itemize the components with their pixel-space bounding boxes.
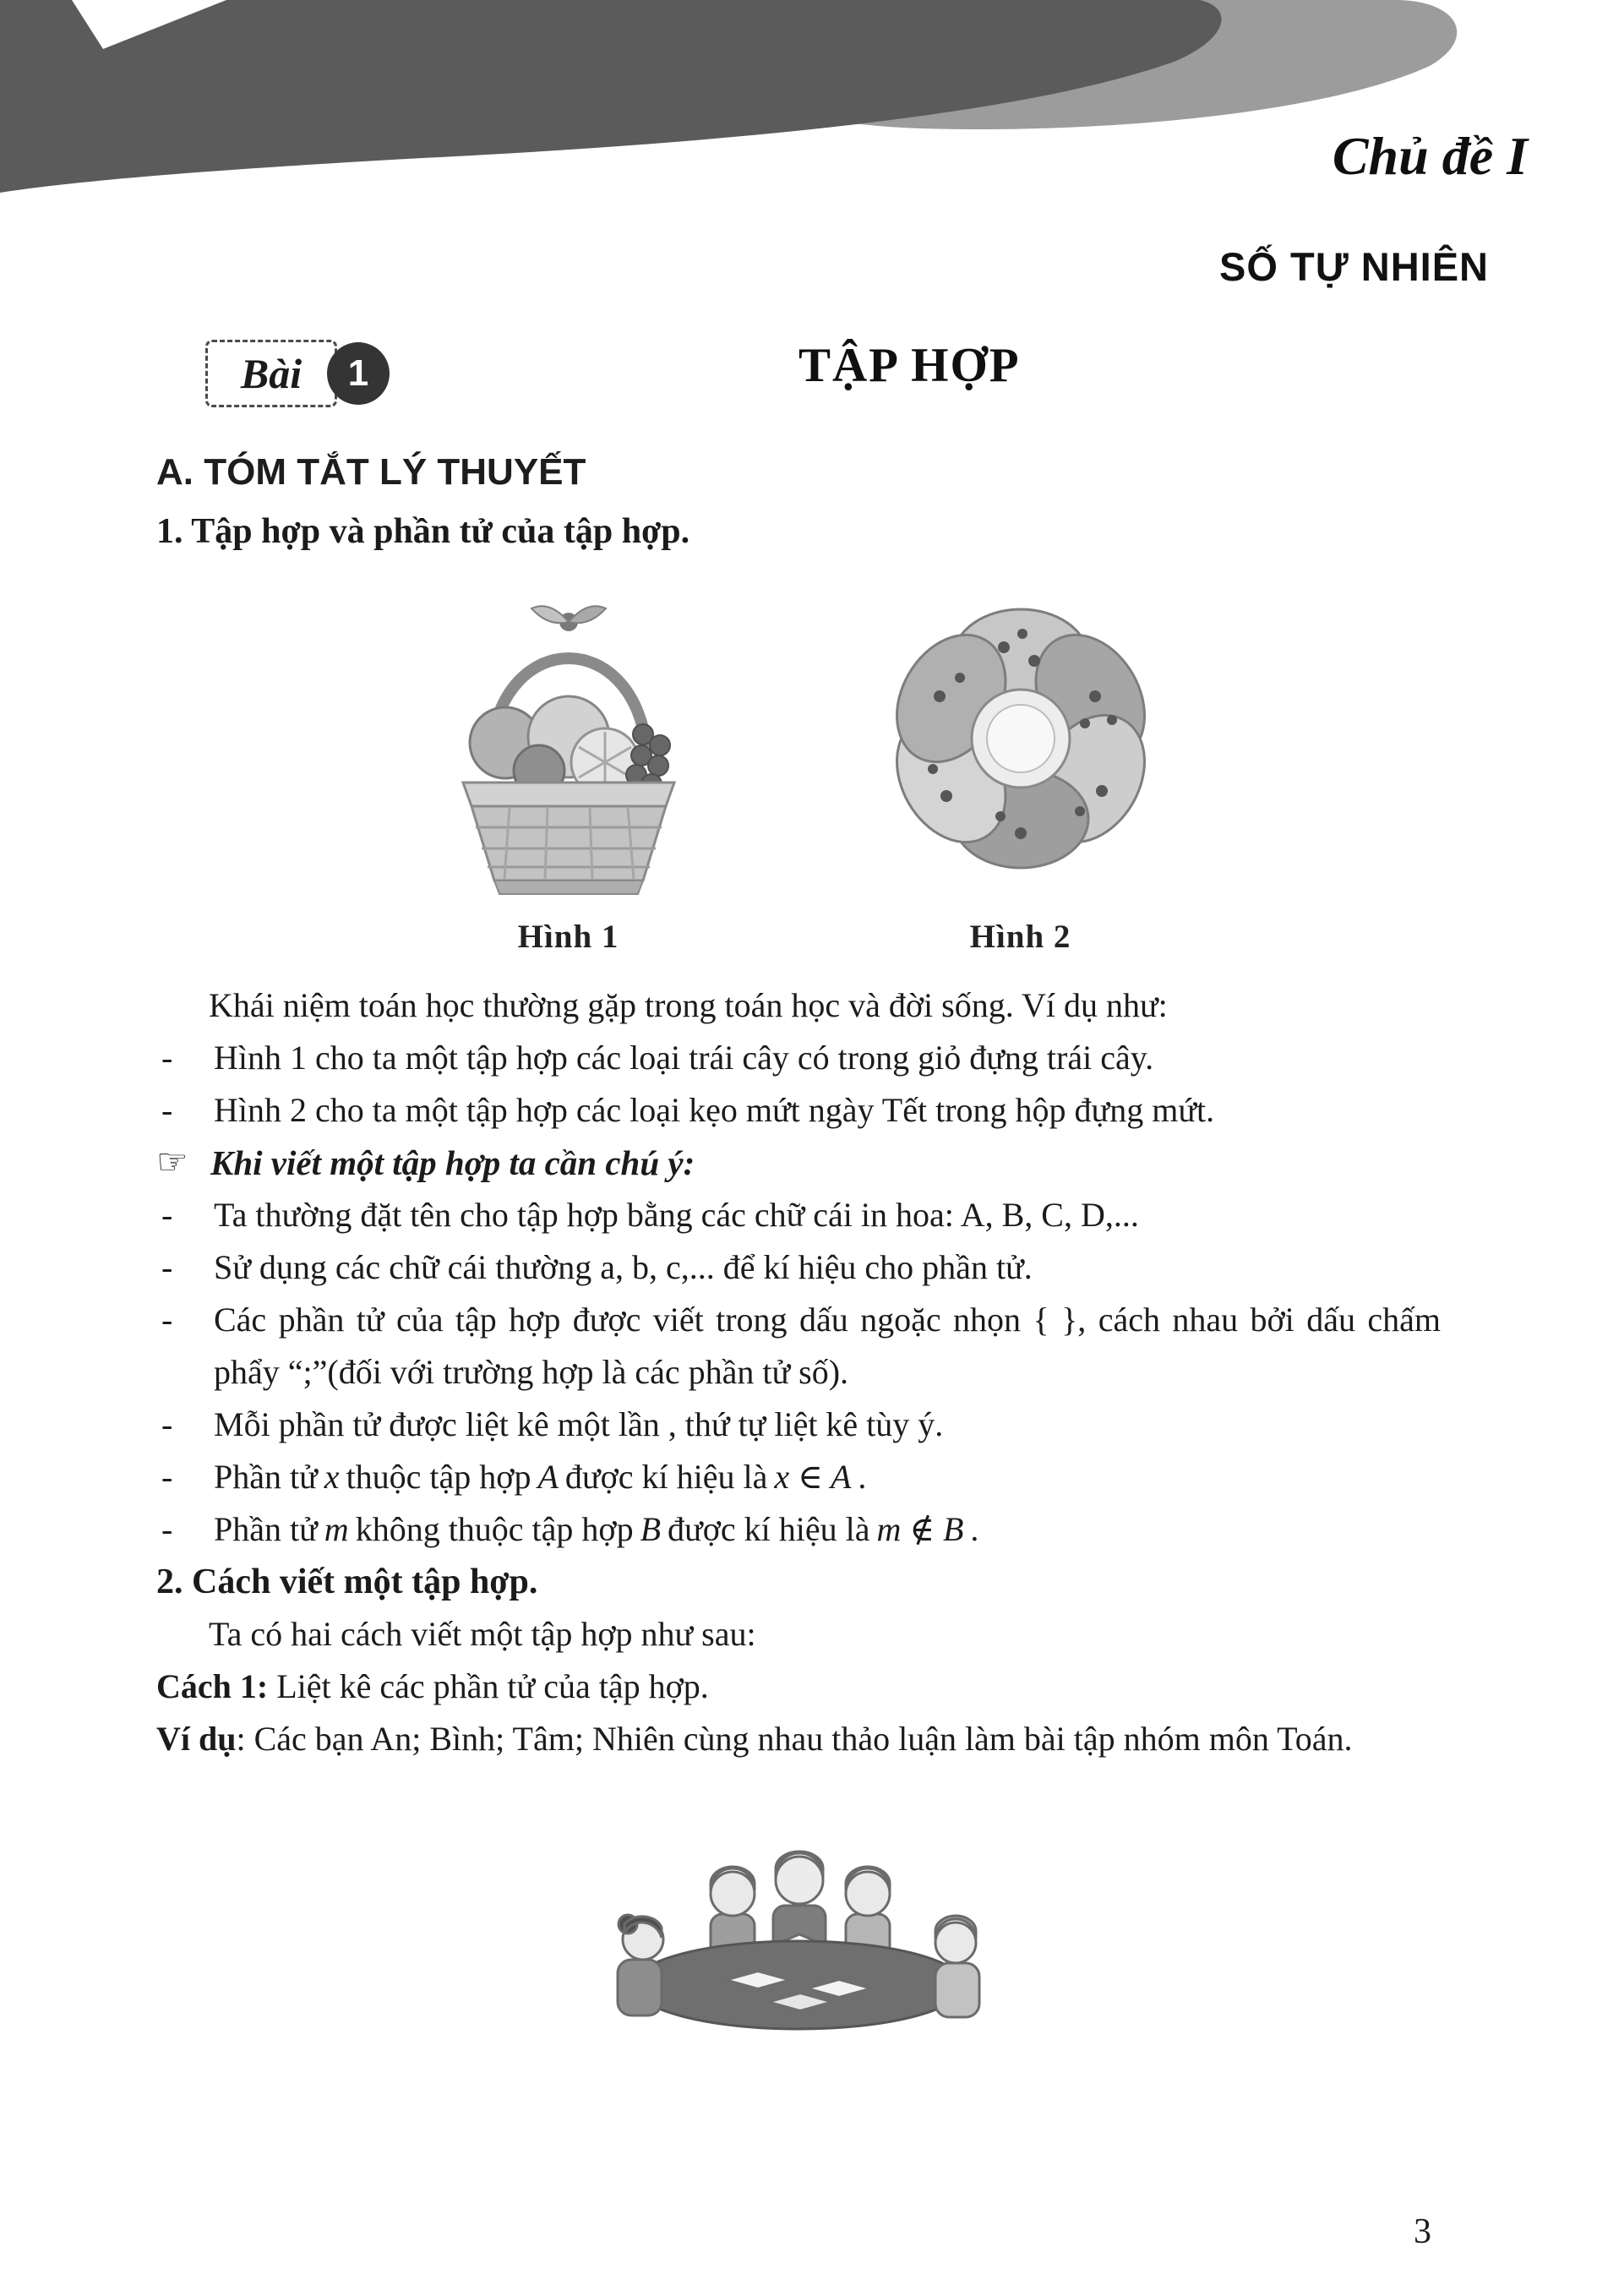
note-item-1: Ta thường đặt tên cho tập hợp bằng các chữ cái in hoa: A, B, C, D,... [214, 1196, 1139, 1234]
dash-marker: - [161, 1510, 173, 1548]
dash-marker: - [161, 1458, 173, 1496]
list-item [156, 1189, 1441, 1241]
fruit-basket-illustration [425, 570, 712, 908]
subsection-2-intro: Ta có hai cách viết một tập hợp như sau: [209, 1615, 756, 1653]
note-heading: Khi viết một tập hợp ta cần chú ý: [210, 1143, 695, 1182]
section-a-heading: A. TÓM TẮT LÝ THUYẾT [156, 451, 586, 493]
figure-1-caption: Hình 1 [517, 919, 619, 955]
method-1-line [156, 1661, 1441, 1713]
page-number: 3 [1414, 2212, 1431, 2251]
intro-paragraph: Khái niệm toán học thường gặp trong toán học và đời sống. Ví dụ như: [209, 986, 1168, 1024]
dash-marker: - [161, 1091, 173, 1129]
method-1-label: Cách 1: [156, 1667, 269, 1705]
figures-row [156, 570, 1441, 956]
lesson-badge-label: Bài [205, 340, 337, 407]
list-item [156, 1032, 1441, 1084]
list-item [156, 1241, 1441, 1294]
pointing-hand-icon: ☞ [156, 1143, 188, 1182]
figure-1 [425, 570, 712, 956]
chapter-title: SỐ TỰ NHIÊN [1219, 244, 1489, 289]
bottom-illustration-wrap [156, 1806, 1441, 2059]
list-item [156, 1451, 1441, 1503]
note-item-not-element-of: Phần tử m không thuộc tập hợp B được kí hiệu là m ∉ B . [214, 1510, 979, 1548]
dash-marker: - [161, 1301, 173, 1339]
lesson-header-row [156, 336, 1441, 417]
dash-marker: - [161, 1405, 173, 1443]
note-heading-row [156, 1137, 1441, 1189]
lesson-title: TẬP HỢP [798, 339, 1021, 392]
subsection-2-heading: 2. Cách viết một tập hợp. [156, 1562, 538, 1601]
intro-item-1: Hình 1 cho ta một tập hợp các loại trái cây có trong giỏ đựng trái cây. [214, 1039, 1154, 1077]
note-item-4: Mỗi phần tử được liệt kê một lần , thứ tự liệt kê tùy ý. [214, 1405, 944, 1443]
figure-2 [869, 570, 1173, 956]
list-item [156, 1503, 1441, 1556]
intro-item-2: Hình 2 cho ta một tập hợp các loại kẹo mứt ngày Tết trong hộp đựng mứt. [214, 1091, 1215, 1129]
dash-marker: - [161, 1248, 173, 1286]
page-content [156, 336, 1441, 2059]
list-item [156, 1294, 1441, 1399]
candy-box-illustration [869, 570, 1173, 908]
note-item-2: Sử dụng các chữ cái thường a, b, c,... để kí hiệu cho phần tử. [214, 1248, 1033, 1286]
example-paragraph [156, 1713, 1441, 1765]
note-item-3: Các phần tử của tập hợp được viết trong dấu ngoặc nhọn { }, cách nhau bởi dấu chấm phẩy “;”(đối với trường hợp là các phần tử số). [214, 1301, 1441, 1391]
list-item [156, 1399, 1441, 1451]
subsection-1-heading: 1. Tập hợp và phần tử của tập hợp. [156, 512, 690, 551]
lesson-badge [205, 340, 390, 407]
dash-marker: - [161, 1039, 173, 1077]
students-group-illustration [562, 1806, 1035, 2059]
dash-marker: - [161, 1196, 173, 1234]
chapter-label: Chủ đề I [1332, 126, 1528, 186]
header-dark-swoosh [0, 0, 1222, 193]
example-text: : Các bạn An; Bình; Tâm; Nhiên cùng nhau thảo luận làm bài tập nhóm môn Toán. [236, 1720, 1353, 1758]
list-item [156, 1084, 1441, 1137]
figure-2-caption: Hình 2 [969, 919, 1071, 955]
note-item-element-of: Phần tử x thuộc tập hợp A được kí hiệu là x ∈ A . [214, 1458, 867, 1496]
method-1-text: Liệt kê các phần tử của tập hợp. [268, 1667, 709, 1705]
lesson-number-circle: 1 [327, 342, 390, 405]
example-label: Ví dụ [156, 1720, 237, 1758]
